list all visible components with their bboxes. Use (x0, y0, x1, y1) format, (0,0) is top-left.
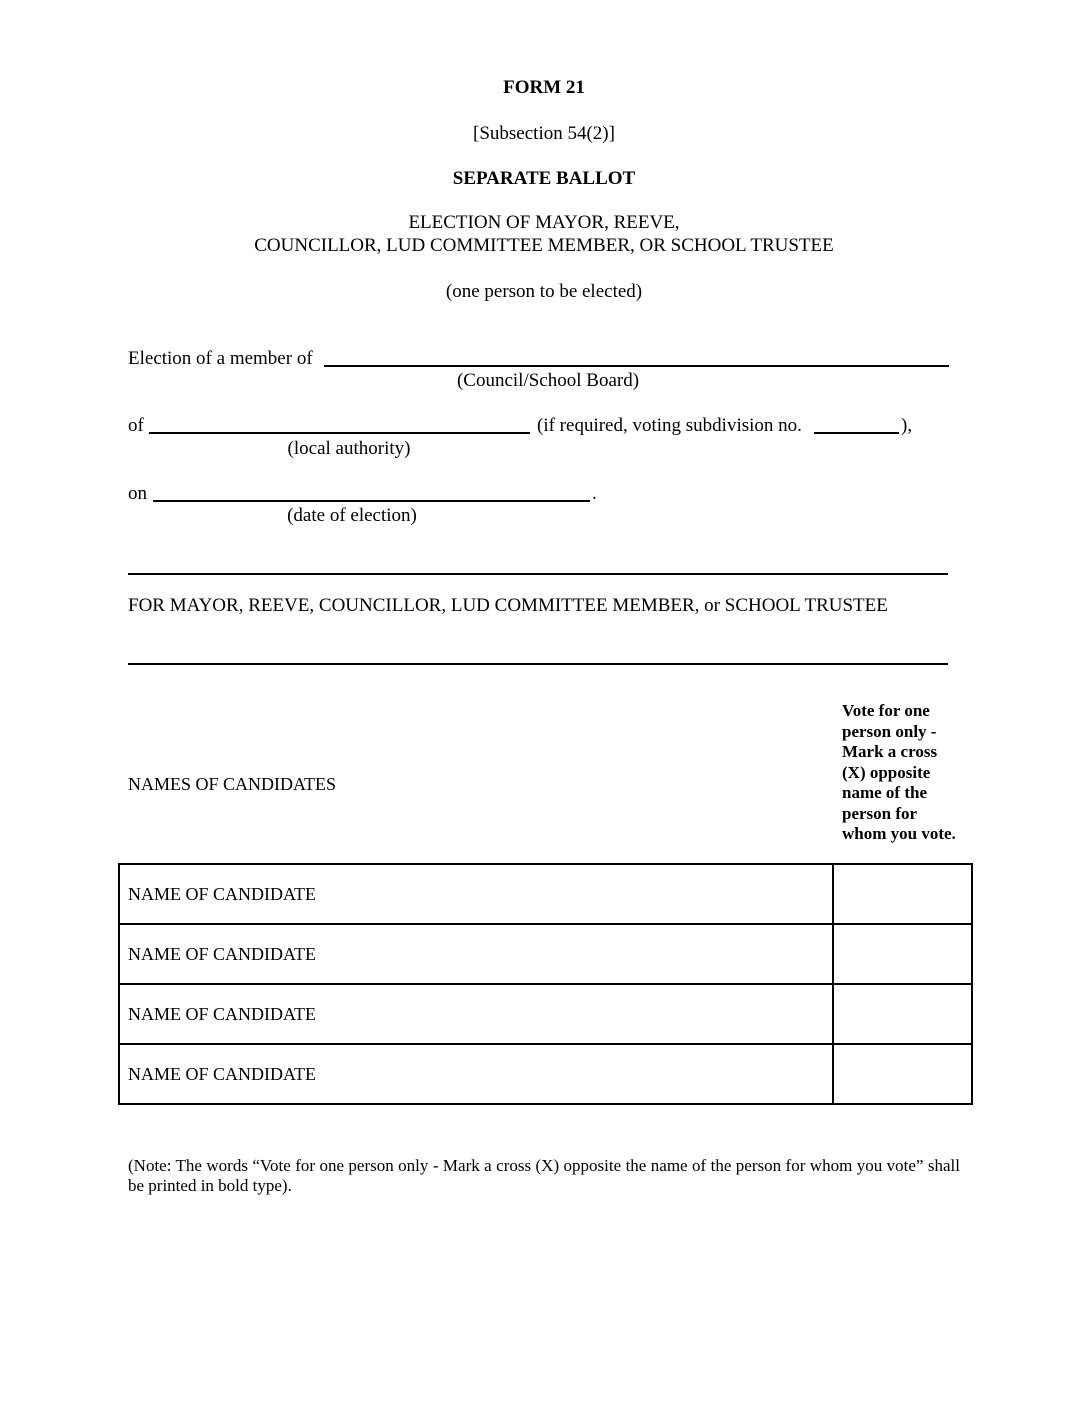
vote-mark-box[interactable] (833, 864, 972, 924)
subsection-reference: [Subsection 54(2)] (473, 123, 615, 144)
of-label: of (128, 415, 144, 436)
candidate-table (118, 863, 973, 1105)
ballot-title: SEPARATE BALLOT (452, 168, 636, 189)
subdivision-close: ), (901, 415, 913, 436)
form-number: FORM 21 (503, 77, 585, 98)
member-of-label: Election of a member of (128, 348, 313, 369)
bold-type-note: (Note: The words “Vote for one person only - Mark a cross (X) opposite the name of the person for whom you vote” shall be printed in bold type). (128, 1156, 960, 1195)
vote-instruction-header: Vote for one person only - Mark a cross (X) opposite name of the person for whom you vote. (842, 701, 956, 843)
table-row (119, 924, 972, 984)
candidate-name: NAME OF CANDIDATE (119, 984, 833, 1044)
candidate-name: NAME OF CANDIDATE (119, 924, 833, 984)
council-board-blank[interactable] (324, 365, 949, 367)
table-row (119, 984, 972, 1044)
on-label: on (128, 483, 147, 504)
local-authority-caption: (local authority) (287, 438, 411, 459)
elected-count-note: (one person to be elected) (445, 281, 643, 302)
date-caption: (date of election) (287, 505, 417, 526)
table-row (119, 864, 972, 924)
subdivision-text: (if required, voting subdivision no. (537, 415, 802, 436)
names-of-candidates-header: NAMES OF CANDIDATES (128, 774, 337, 794)
section-heading: FOR MAYOR, REEVE, COUNCILLOR, LUD COMMITTEE MEMBER, or SCHOOL TRUSTEE (128, 595, 888, 616)
table-row (119, 1044, 972, 1104)
election-heading-line-1: ELECTION OF MAYOR, REEVE, (408, 212, 680, 233)
section-divider-top (128, 573, 948, 575)
vote-mark-box[interactable] (833, 1044, 972, 1104)
vote-mark-box[interactable] (833, 924, 972, 984)
election-heading-line-2: COUNCILLOR, LUD COMMITTEE MEMBER, OR SCHOOL TRUSTEE (254, 235, 834, 256)
local-authority-blank[interactable] (149, 432, 530, 434)
election-date-blank[interactable] (153, 500, 590, 502)
section-divider-bottom (128, 663, 948, 665)
vote-mark-box[interactable] (833, 984, 972, 1044)
council-board-caption: (Council/School Board) (456, 370, 640, 391)
candidate-name: NAME OF CANDIDATE (119, 864, 833, 924)
date-period: . (592, 483, 597, 504)
subdivision-number-blank[interactable] (814, 432, 899, 434)
candidate-name: NAME OF CANDIDATE (119, 1044, 833, 1104)
